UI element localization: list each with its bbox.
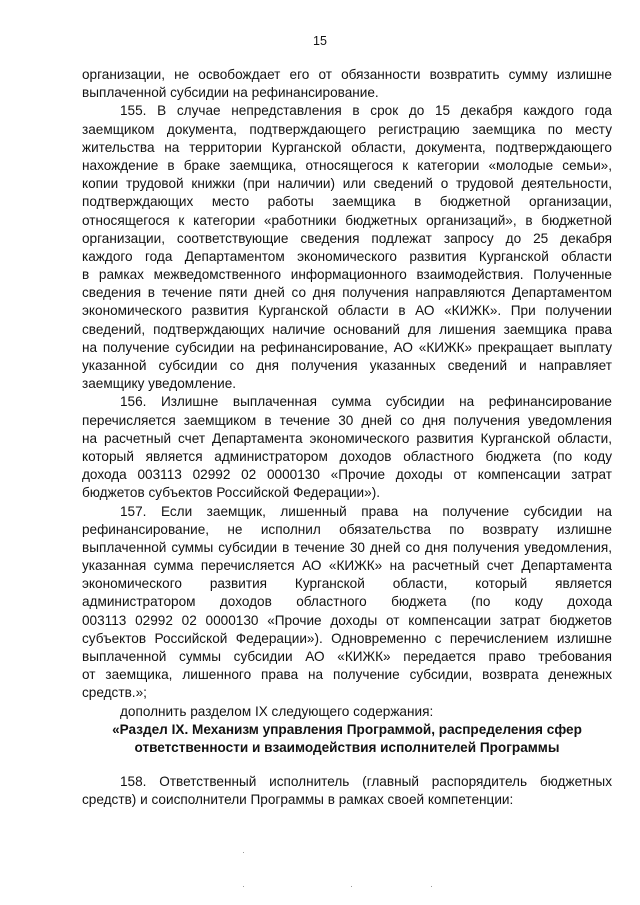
text-line: субъектов Российской Федерации»). Одновременно с перечислением излишне [82,630,612,646]
paragraph-intro [82,66,612,102]
text-line: организации, соответствующие сведения подлежат запросу до 25 декабря [82,230,612,246]
text-line: заемщику уведомление. [82,376,237,392]
text-line: средств) и соисполнители Программы в рамках своей компетенции: [82,792,514,808]
text-line: выплаченной суммы субсидии в течение 30 дней со дня получения уведомления, [82,539,612,555]
text-line: который является администратором доходов областного бюджета (по коду [82,448,612,464]
text-line: копии трудовой книжки (при наличии) или сведений о трудовой деятельности, [82,176,612,192]
text-line: выплаченной субсидии на рефинансирование. [82,85,379,101]
text-line: 158. Ответственный исполнитель (главный распорядитель бюджетных [120,774,612,790]
scan-speck [243,886,244,887]
text-line: организации, не освобождает его от обязанности возвратить сумму излишне [82,67,612,82]
text-line: относящегося к категории «работники бюджетных организаций», в бюджетной [82,212,612,228]
paragraph-157 [82,503,612,703]
paragraph-158 [82,773,612,809]
scan-speck [431,886,432,887]
text-line: каждого года Департаментом экономического развития Курганской области [82,248,612,264]
paragraph-156 [82,393,612,502]
text-line: 003113 02992 02 0000130 «Прочие доходы от компенсации затрат бюджетов [82,612,612,628]
text-line: указанная сумма перечисляется АО «КИЖК» на расчетный счет Департамента [82,558,612,574]
text-line: 155. В случае непредставления в срок до 15 декабря каждого года [120,103,612,119]
scan-speck [243,852,244,853]
text-line: 156. Излишне выплаченная сумма субсидии на рефинансирование [120,394,612,410]
text-line: бюджетов субъектов Российской Федерации»). [82,485,380,501]
text-line: на расчетный счет Департамента экономического развития Курганской области, [82,430,612,446]
text-line: жительства на территории Курганской области, документа, подтверждающего [82,139,612,155]
text-line: в рамках межведомственного информационного взаимодействия. Полученные [82,267,612,283]
page-number: 15 [313,34,327,48]
text-line: 157. Если заемщик, лишенный права на получение субсидии на [120,503,612,519]
text-line: заемщиком документа, подтверждающего регистрацию заемщика по месту [82,121,612,137]
text-line: подтверждающих место работы заемщика в бюджетной организации, [82,194,612,210]
amendment-line: дополнить разделом IX следующего содержания: [120,703,434,719]
document-body [82,66,612,810]
text-line: выплаченной суммы субсидии АО «КИЖК» передается право требования [82,649,612,664]
text-line: экономического развития Курганской области в АО «КИЖК». При получении [82,303,612,319]
section-heading [82,721,612,757]
scan-speck [351,886,352,887]
paragraph-155 [82,102,612,393]
section-heading-line: «Раздел IX. Механизм управления Программой, распределения сфер [112,721,582,737]
text-line: рефинансирование, не исполнил обязательства по возврату излишне [82,521,612,537]
text-line: на получение субсидии на рефинансирование, АО «КИЖК» прекращает выплату [82,339,612,355]
text-line: дохода 003113 02992 02 0000130 «Прочие доходы от компенсации затрат [82,467,612,483]
text-line: администратором доходов областного бюджета (по коду дохода [82,594,612,610]
section-heading-line: ответственности и взаимодействия исполнителей Программы [134,739,560,755]
text-line: сведения в течение пяти дней со дня получения направляются Департаментом [82,285,612,301]
text-line: средств.»; [82,685,147,701]
text-line: перечисляется заемщиком в течение 30 дней со дня получения уведомления [82,412,612,428]
text-line: нахождение в браке заемщика, относящегося к категории «молодые семьи», [82,157,612,173]
text-line: экономического развития Курганской области, который является [82,576,612,592]
text-line: от заемщика, лишенного права на получение субсидии, возврата денежных [82,667,612,683]
text-line: сведений, подтверждающих наличие оснований для лишения заемщика права [82,321,612,337]
text-line: указанной субсидии со дня получения указанных сведений и направляет [82,358,612,373]
